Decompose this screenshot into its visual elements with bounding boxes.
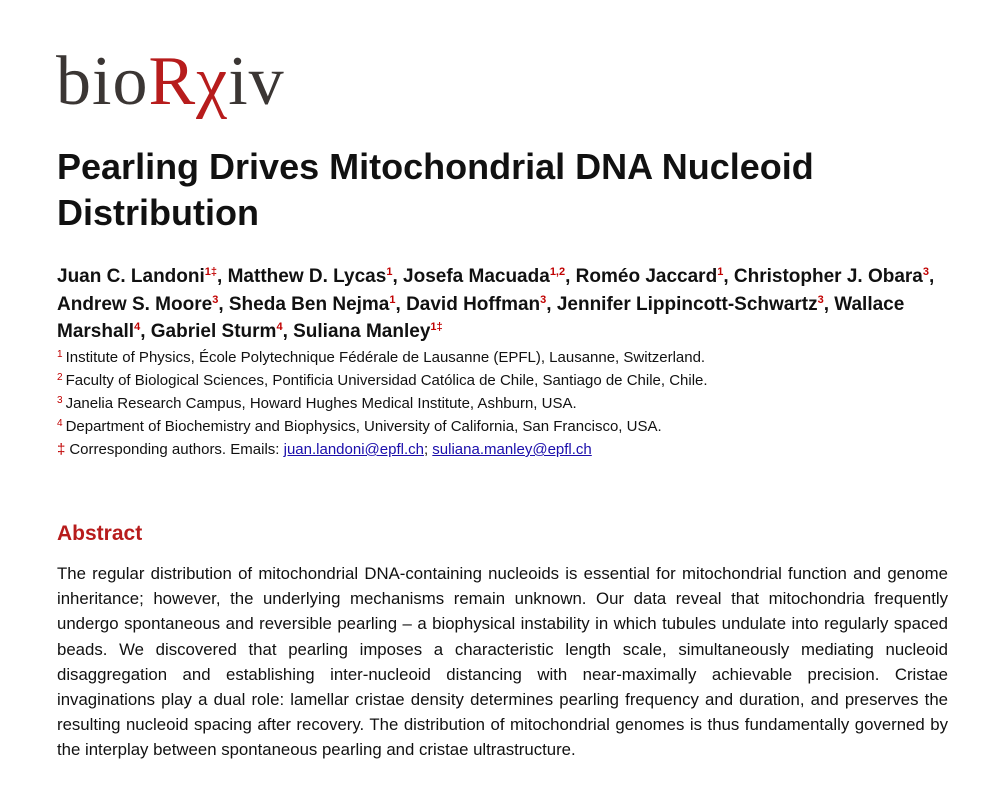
logo-r-chi: Rχ (148, 43, 229, 120)
author-name: Suliana Manley (293, 321, 431, 342)
affiliation-text: Institute of Physics, École Polytechnique Fédérale de Lausanne (EPFL), Lausanne, Switzerland. (65, 349, 706, 366)
author-name: Sheda Ben Nejma (228, 293, 390, 315)
corresponding-label: Corresponding authors. Emails: (69, 441, 280, 458)
affiliation-number: 1 (57, 349, 63, 360)
affiliation-item (57, 346, 957, 369)
paper-title: Pearling Drives Mitochondrial DNA Nucleoid Distribution (57, 146, 814, 233)
author-name: Andrew S. Moore (57, 293, 213, 315)
author-affiliation-marker: 1,2 (549, 266, 566, 278)
affiliation-number: 4 (57, 418, 63, 429)
dagger-symbol: ‡ (57, 441, 66, 458)
biorxiv-logo (56, 42, 285, 122)
author-affiliation-marker: 1 (389, 293, 396, 306)
author-name: Jennifer Lippincott-Schwartz (556, 293, 818, 315)
author-name: Wallace Marshall (57, 293, 905, 342)
email-link-manley[interactable]: suliana.manley@epfl.ch (432, 441, 592, 458)
logo-iv: iv (228, 43, 285, 120)
corresponding-authors-line (57, 438, 957, 461)
email-link-landoni[interactable]: juan.landoni@epfl.ch (283, 441, 424, 458)
author-name: Josefa Macuada (403, 266, 550, 287)
affiliation-item (57, 392, 957, 415)
affiliation-item (57, 415, 957, 438)
affiliation-text: Faculty of Biological Sciences, Pontificia Universidad Católica de Chile, Santiago de Chile, Chile. (65, 372, 708, 389)
author-affiliation-marker: 4 (276, 321, 283, 333)
affiliation-list (57, 346, 957, 461)
author-affiliation-marker: 4 (134, 321, 141, 333)
author-name: David Hoffman (406, 293, 541, 315)
author-name: Christopher J. Obara (733, 266, 923, 287)
author-affiliation-marker: 1‡ (430, 321, 443, 333)
author-affiliation-marker: 3 (817, 293, 824, 306)
author-affiliation-marker: 3 (540, 293, 547, 306)
abstract-heading: Abstract (57, 522, 143, 545)
affiliation-text: Janelia Research Campus, Howard Hughes Medical Institute, Ashburn, USA. (65, 395, 577, 412)
abstract-text: The regular distribution of mitochondrial DNA-containing nucleoids is essential for mitochondrial function and genome inheritance; however, the underlying mechanisms remain unknown. Our data reveal that mitochondria frequently undergo spontaneous and reversible pearling – a biophysical instability in which tubules undulate into regularly spaced beads. We discovered that pearling imposes a characteristic length scale, simultaneously mediating nucleoid disaggregation and establishing inter-nucleoid distancing with near-maximally achievable precision. Cristae invaginations play a dual role: lamellar cristae density determines pearling frequency and duration, and preserves the resulting nucleoid spacing after recovery. The distribution of mitochondrial genomes is thus fundamentally governed by the interplay between spontaneous pearling and cristae ultrastructure. (57, 564, 948, 760)
logo-bio: bio (56, 43, 149, 120)
author-affiliation-marker: 1 (386, 266, 393, 278)
author-affiliation-marker: 1 (717, 266, 724, 278)
author-affiliation-marker: 3 (922, 266, 929, 278)
author-affiliation-marker: 1‡ (204, 266, 218, 278)
author-list: Juan C. Landoni$^{1\ddagger}$, Matthew D. Lycas$^1$, Josefa Macuada$^{1,2}$, Roméo Jaccard$^1$, Christopher J. Obara$^3$, Andrew S. Moore$^3$, Sheda Ben Nejma$^1$, David Hoffman$^3$, Jennifer Lippincott-Schwartz$^3$, Wallace Marshall$^4$, Gabriel Sturm$^4$, Suliana Manley$^{1\ddagger}$ (57, 266, 935, 342)
affiliation-item (57, 369, 957, 392)
author-name: Roméo Jaccard (575, 266, 718, 287)
author-name: Matthew D. Lycas (227, 266, 387, 287)
author-name: Juan C. Landoni (57, 266, 205, 287)
author-name: Gabriel Sturm (150, 321, 277, 342)
affiliation-number: 2 (57, 372, 63, 383)
email-separator: ; (423, 441, 429, 458)
author-affiliation-marker: 3 (212, 293, 219, 306)
affiliation-text: Department of Biochemistry and Biophysics, University of California, San Francisco, USA. (65, 418, 662, 435)
affiliation-number: 3 (57, 395, 63, 406)
